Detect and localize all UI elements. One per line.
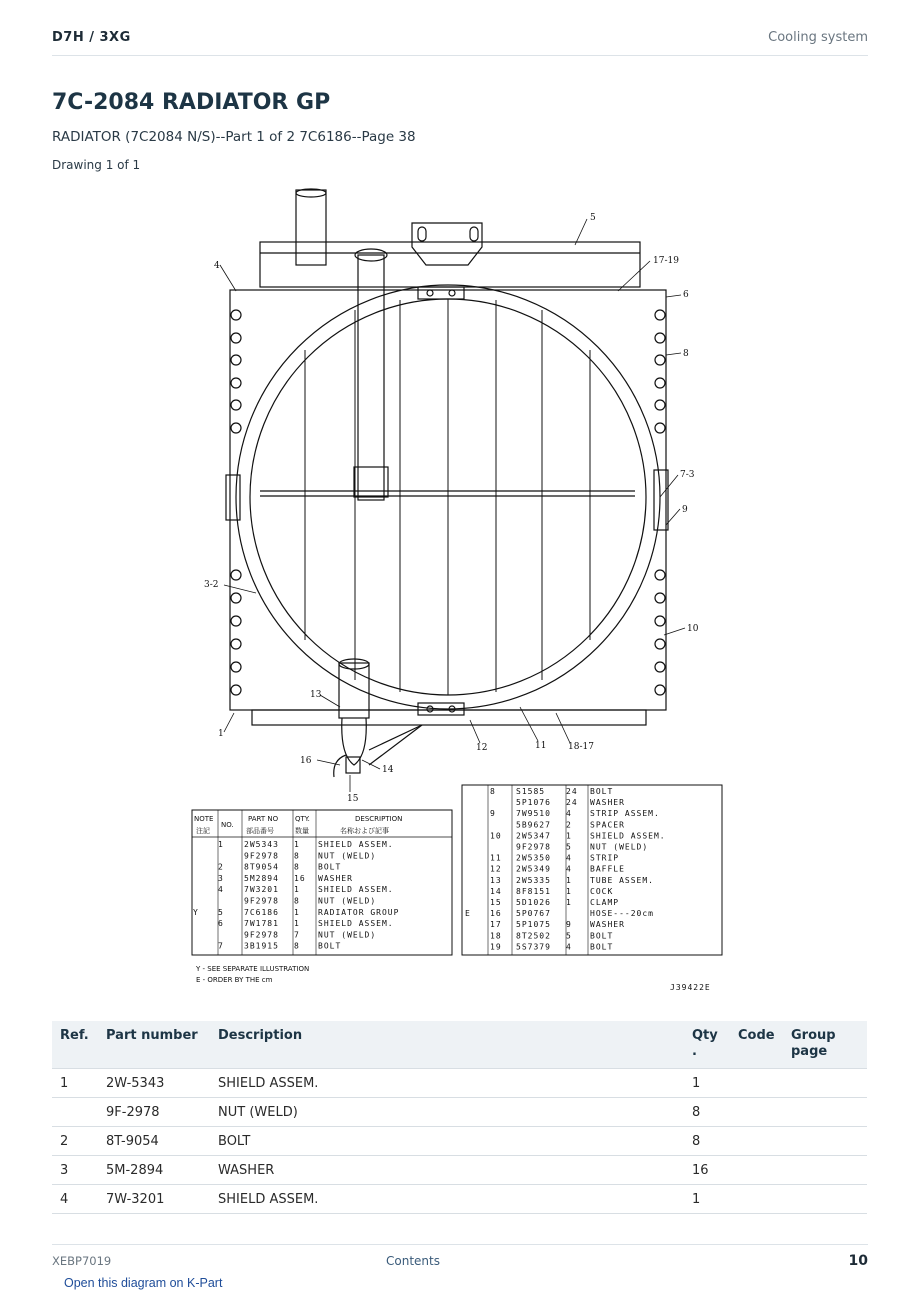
cell-qty: 1 (684, 1185, 730, 1214)
lt-cell: 8 (294, 851, 300, 861)
cell-group-page (783, 1156, 867, 1185)
rt-cell: 7W9510 (516, 809, 551, 819)
callout-10: 10 (687, 624, 699, 634)
lt-cell: 7 (218, 941, 224, 951)
lt-cell: 3B1915 (244, 941, 279, 951)
rt-cell: 2W5350 (516, 853, 551, 863)
cell-ref: 3 (52, 1156, 98, 1185)
rt-cell: E (465, 909, 471, 919)
cell-part-number[interactable]: 9F-2978 (98, 1098, 210, 1127)
cell-part-number[interactable]: 5M-2894 (98, 1156, 210, 1185)
lt-cell: NUT (WELD) (318, 851, 377, 861)
lt-cell: 1 (218, 840, 224, 849)
cell-code (730, 1069, 783, 1098)
rt-cell: WASHER (590, 798, 625, 808)
rt-cell: HOSE---20cm (590, 909, 654, 919)
callout-5: 5 (590, 213, 596, 223)
lt-cell: 8 (294, 941, 300, 951)
lt-cell: 7W3201 (244, 885, 279, 895)
radiator-diagram (190, 185, 730, 995)
radiator-core (305, 299, 590, 695)
lt-subhead-note: 注記 (196, 827, 210, 835)
cell-group-page (783, 1069, 867, 1098)
callout-14: 14 (382, 765, 394, 775)
lt-cell: 7C6186 (244, 907, 279, 917)
callout-12: 12 (476, 743, 488, 753)
lt-cell: 5M2894 (244, 873, 279, 883)
page-header (52, 28, 868, 56)
rt-cell: 5 (566, 842, 572, 852)
rt-cell: 2W5349 (516, 864, 551, 874)
cell-code (730, 1156, 783, 1185)
rt-cell: 14 (490, 886, 502, 896)
cell-group-page (783, 1127, 867, 1156)
section-label: Cooling system (768, 30, 868, 45)
lt-cell: 7W1781 (244, 919, 279, 929)
rt-cell: TUBE ASSEM. (590, 875, 654, 885)
lt-cell: 1 (294, 885, 300, 895)
lt-head-partno: PART NO (248, 815, 279, 823)
lt-cell: 9F2978 (244, 851, 279, 861)
table-row (52, 1098, 867, 1127)
lt-subhead-partno: 部品番号 (246, 827, 274, 835)
callout-13: 13 (310, 690, 322, 700)
lt-cell: 2 (218, 862, 224, 872)
rt-cell: SHIELD ASSEM. (590, 831, 666, 841)
lt-cell: 9F2978 (244, 896, 279, 906)
kpart-link[interactable]: Open this diagram on K-Part (64, 1276, 223, 1290)
callout-11: 11 (535, 741, 547, 751)
col-ref: Ref. (52, 1021, 98, 1069)
lt-head-note: NOTE (194, 815, 214, 823)
lt-cell: 8 (294, 896, 300, 906)
callout-18-17: 18-17 (568, 742, 594, 752)
cell-part-number[interactable]: 7W-3201 (98, 1185, 210, 1214)
lt-cell: 8 (294, 862, 300, 872)
lt-cell: 7 (294, 930, 300, 940)
rt-cell: NUT (WELD) (590, 842, 649, 852)
callout-9: 9 (682, 505, 688, 515)
page-number: 10 (848, 1253, 868, 1269)
diagram-note-y: Y - SEE SEPARATE ILLUSTRATION (196, 965, 310, 973)
callout-8: 8 (683, 349, 689, 359)
table-row (52, 1069, 867, 1098)
rt-cell: 8T2502 (516, 931, 551, 941)
rt-cell: 9 (566, 920, 572, 930)
lt-cell: 16 (294, 873, 306, 883)
cell-description: NUT (WELD) (210, 1098, 684, 1127)
lt-cell: 1 (294, 907, 300, 917)
rt-cell: COCK (590, 886, 614, 896)
lt-cell: BOLT (318, 941, 342, 951)
callout-3-2: 3-2 (204, 580, 219, 590)
lt-cell: NUT (WELD) (318, 896, 377, 906)
cell-code (730, 1127, 783, 1156)
cell-ref: 1 (52, 1069, 98, 1098)
lt-cell: SHIELD ASSEM. (318, 919, 394, 929)
rt-cell: 1 (566, 831, 572, 841)
left-parts-table (192, 810, 452, 955)
rt-cell: S1585 (516, 787, 546, 796)
parts-table (52, 1021, 867, 1214)
lt-cell: RADIATOR GROUP (318, 907, 400, 917)
rt-cell: 4 (566, 809, 572, 819)
cell-qty: 16 (684, 1156, 730, 1185)
rt-cell: 9F2978 (516, 842, 551, 852)
table-row (52, 1156, 867, 1185)
diagram-note-e: E - ORDER BY THE cm (196, 976, 273, 984)
callout-6: 6 (683, 290, 689, 300)
rt-cell: 16 (490, 909, 502, 919)
rt-cell: 5S7379 (516, 942, 551, 952)
rt-cell: 18 (490, 931, 502, 941)
cell-group-page (783, 1185, 867, 1214)
rt-cell: 17 (490, 920, 502, 930)
rt-cell: BOLT (590, 787, 614, 796)
cell-code (730, 1185, 783, 1214)
table-row (52, 1127, 867, 1156)
callout-15: 15 (347, 794, 359, 804)
right-parts-table (462, 785, 722, 955)
cell-part-number[interactable]: 2W-5343 (98, 1069, 210, 1098)
lt-cell: SHIELD ASSEM. (318, 885, 394, 895)
rt-cell: 5P1075 (516, 920, 551, 930)
cell-qty: 8 (684, 1098, 730, 1127)
rt-cell: 2W5335 (516, 875, 551, 885)
rt-cell: BAFFLE (590, 864, 625, 874)
col-description: Description (210, 1021, 684, 1069)
rt-cell: STRIP ASSEM. (590, 809, 660, 819)
lt-cell: 5 (218, 907, 224, 917)
document-id: XEBP7019 (52, 1254, 112, 1268)
page-footer (52, 1244, 868, 1274)
rt-cell: 1 (566, 898, 572, 907)
rt-cell: BOLT (590, 942, 614, 952)
rt-cell: 8 (490, 787, 496, 796)
lt-cell: SHIELD ASSEM. (318, 840, 394, 849)
rt-cell: BOLT (590, 931, 614, 941)
rt-cell: 12 (490, 864, 502, 874)
cell-code (730, 1098, 783, 1127)
callout-16: 16 (300, 756, 312, 766)
rt-cell: 2W5347 (516, 831, 551, 841)
rt-cell: 2 (566, 820, 572, 830)
rt-cell: 13 (490, 875, 502, 885)
page-subtitle: RADIATOR (7C2084 N/S)--Part 1 of 2 7C6186--Page 38 (52, 129, 416, 145)
rt-cell: STRIP (590, 853, 620, 863)
lt-cell: 8T9054 (244, 862, 279, 872)
rt-cell: CLAMP (590, 898, 620, 907)
figure-id: J39422E (670, 983, 711, 992)
rt-cell: 8F8151 (516, 886, 551, 896)
cell-description: SHIELD ASSEM. (210, 1069, 684, 1098)
rt-cell: 5P1076 (516, 798, 551, 808)
table-row (52, 1185, 867, 1214)
rt-cell: 4 (566, 853, 572, 863)
cell-qty: 8 (684, 1127, 730, 1156)
rt-cell: 5D1026 (516, 898, 551, 907)
rt-cell: 4 (566, 942, 572, 952)
rt-cell: 11 (490, 853, 502, 863)
lt-cell: 9F2978 (244, 930, 279, 940)
drawing-label: Drawing 1 of 1 (52, 158, 141, 172)
cell-description: WASHER (210, 1156, 684, 1185)
lt-subhead-desc: 名称および記事 (340, 827, 389, 835)
lt-cell: 2W5343 (244, 840, 279, 849)
lt-cell: NUT (WELD) (318, 930, 377, 940)
lt-cell: 6 (218, 919, 224, 929)
callout-4: 4 (214, 261, 220, 271)
lt-cell: 4 (218, 885, 224, 895)
rt-cell: 1 (566, 886, 572, 896)
rt-cell: 19 (490, 942, 502, 952)
lt-head-no: NO. (221, 821, 234, 829)
col-part-number: Part number (98, 1021, 210, 1069)
rt-cell: 5P0767 (516, 909, 551, 919)
col-group-page: Group page (783, 1021, 867, 1069)
cell-ref: 2 (52, 1127, 98, 1156)
col-code: Code (730, 1021, 783, 1069)
parts-table-header (52, 1021, 867, 1069)
rt-cell: 4 (566, 864, 572, 874)
rt-cell: 10 (490, 831, 502, 841)
cell-ref: 4 (52, 1185, 98, 1214)
page-title: 7C-2084 RADIATOR GP (52, 90, 331, 115)
rt-cell: 1 (566, 875, 572, 885)
callout-7-3: 7-3 (680, 470, 695, 480)
lt-cell: Y (193, 907, 199, 917)
rt-cell: 5 (566, 931, 572, 941)
lt-head-qty: QTY. (295, 815, 310, 823)
model-label: D7H / 3XG (52, 30, 131, 45)
cell-description: BOLT (210, 1127, 684, 1156)
rt-cell: 24 (566, 798, 578, 808)
lt-cell: 1 (294, 840, 300, 849)
rt-cell: SPACER (590, 820, 625, 830)
rt-cell: 15 (490, 898, 502, 907)
col-qty: Qty . (684, 1021, 730, 1069)
contents-link[interactable]: Contents (386, 1254, 440, 1268)
cell-qty: 1 (684, 1069, 730, 1098)
cell-group-page (783, 1098, 867, 1127)
rt-cell: 9 (490, 809, 496, 819)
cell-ref (52, 1098, 98, 1127)
cell-part-number[interactable]: 8T-9054 (98, 1127, 210, 1156)
lt-cell: 1 (294, 919, 300, 929)
rt-cell: WASHER (590, 920, 625, 930)
cell-description: SHIELD ASSEM. (210, 1185, 684, 1214)
lt-subhead-qty: 数量 (295, 827, 309, 835)
callout-1: 1 (218, 729, 224, 739)
rt-cell: 24 (566, 787, 578, 796)
callout-17-19: 17-19 (653, 256, 679, 266)
lt-cell: BOLT (318, 862, 342, 872)
lt-cell: WASHER (318, 873, 353, 883)
lt-cell: 3 (218, 873, 224, 883)
rt-cell: 5B9627 (516, 820, 551, 830)
lt-head-desc: DESCRIPTION (355, 815, 403, 823)
radiator-drawing (226, 189, 668, 777)
